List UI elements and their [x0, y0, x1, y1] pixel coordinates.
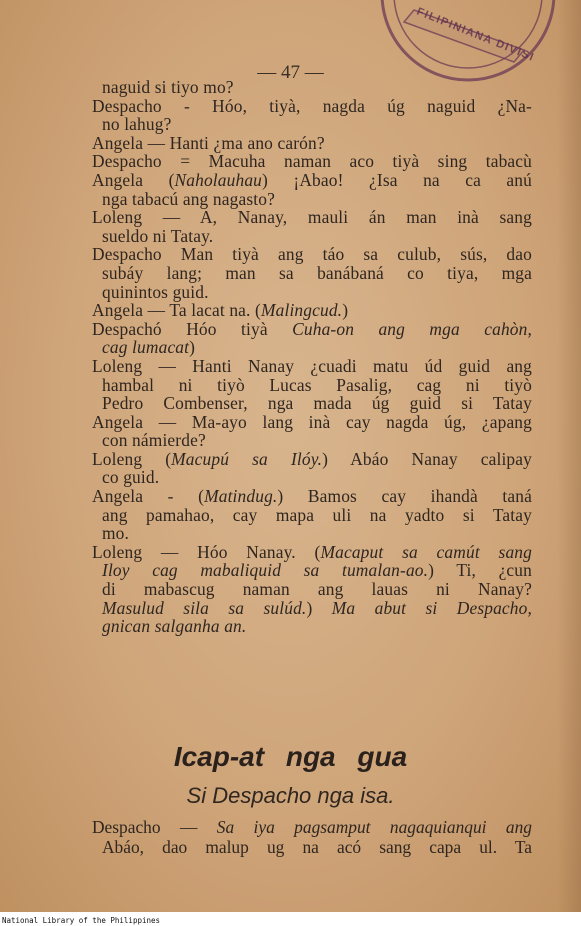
text-segment: ang pamahao, cay mapa uli na yadto si Tatay — [102, 504, 532, 525]
text-line — [92, 837, 532, 857]
text-segment: hambal ni tiyò Lucas Pasalig, cag ni tiyò — [102, 374, 532, 395]
text-segment: Loleng — A, Nanay, mauli án man inà sang — [92, 207, 532, 228]
stage-direction: Naholauhau — [174, 169, 263, 190]
text-segment: subáy lang; man sa banábaná co tiya, mga — [102, 262, 532, 283]
text-segment: Angela — Ta lacat na. ( — [92, 300, 261, 321]
stage-direction: Malingcud. — [260, 300, 343, 321]
text-segment: no lahug? — [102, 114, 172, 135]
stage-direction: Macaput sa camút sang — [320, 541, 532, 562]
text-line — [92, 190, 532, 209]
text-line — [92, 394, 532, 413]
text-segment: Despacho Man tiyà ang táo sa culub, sús, dao — [92, 244, 532, 265]
text-segment: ) — [189, 337, 196, 358]
svg-text:FILIPINIANA DIVISI: FILIPINIANA DIVISI — [414, 5, 537, 65]
source-caption: National Library of the Philippines — [2, 916, 161, 925]
text-line — [92, 450, 532, 469]
text-segment: Despacho = Macuha naman aco tiyà sing tabacù — [92, 151, 532, 172]
text-line — [92, 208, 532, 227]
text-segment: naguid si tiyo mo? — [102, 77, 234, 97]
text-line — [92, 413, 532, 432]
text-line — [92, 543, 532, 562]
text-segment: Despacho - Hóo, tiyà, nagda úg naguid ¿Na- — [92, 95, 532, 116]
text-line — [92, 78, 532, 97]
stage-direction: gnican salganha an. — [102, 616, 247, 637]
text-segment: Angela - ( — [92, 486, 205, 507]
text-line — [92, 357, 532, 376]
dialogue-text — [92, 78, 532, 636]
text-segment: Despachó Hóo tiyà — [92, 318, 293, 339]
text-line — [92, 580, 532, 599]
text-line — [92, 245, 532, 264]
page-number: — 47 — — [257, 62, 324, 83]
text-line — [92, 506, 532, 525]
scene-subheading: Si Despacho nga isa. — [186, 783, 395, 808]
scene-text — [92, 817, 532, 857]
text-segment: mo. — [102, 523, 130, 544]
text-segment: Angela — Hanti ¿ma ano carón? — [92, 132, 325, 153]
text-segment: ) Ti, ¿cun — [428, 560, 532, 581]
text-segment: ) — [342, 300, 349, 321]
stage-direction: Cuha-on ang mga cahòn, — [292, 318, 532, 339]
text-segment: Loleng — Hóo Nanay. ( — [92, 541, 321, 562]
text-segment: Angela — Ma-ayo lang inà cay nagda úg, ¿apang — [92, 411, 532, 432]
text-segment: Loleng — Hanti Nanay ¿cuadi matu úd guid ang — [92, 355, 532, 376]
text-line — [92, 97, 532, 116]
stage-direction: Macupú sa Ilóy. — [171, 448, 323, 469]
text-line — [92, 152, 532, 171]
stage-direction: Ma abut si Despacho, — [331, 597, 532, 618]
text-line — [92, 171, 532, 190]
stage-direction: Masulud sila sa sulúd. — [102, 597, 307, 618]
text-line — [92, 468, 532, 487]
text-line — [92, 817, 532, 837]
text-segment: quinintos guid. — [102, 281, 209, 302]
text-line — [92, 283, 532, 302]
text-segment: Angela ( — [92, 169, 175, 190]
text-line — [92, 301, 532, 320]
text-line — [92, 115, 532, 134]
text-line — [92, 376, 532, 395]
text-line — [92, 617, 532, 636]
text-line — [92, 561, 532, 580]
stage-direction: Matindug. — [204, 486, 278, 507]
text-segment: co guid. — [102, 467, 160, 488]
text-segment: nga tabacú ang nagasto? — [102, 188, 275, 209]
text-segment: di mabascug naman ang lauas ni Nanay? — [102, 579, 532, 600]
text-segment: ) ¡Abao! ¿Isa na ca anú — [262, 169, 532, 190]
text-segment: Abáo, dao malup ug na acó sang capa ul. Ta — [102, 837, 532, 857]
text-segment: Pedro Combenser, nga mada úg guid si Tatay — [102, 393, 532, 414]
text-line — [92, 320, 532, 339]
text-line — [92, 338, 532, 357]
text-segment: con námierde? — [102, 430, 206, 451]
text-line — [92, 524, 532, 543]
stage-direction: Iloy cag mabaliquid sa tumalan-ao. — [102, 560, 429, 581]
text-segment: ) Bamos cay ihandà taná — [277, 486, 532, 507]
text-segment: Loleng ( — [92, 448, 172, 469]
text-segment: ) — [306, 597, 332, 618]
text-segment: Despacho — — [92, 817, 217, 837]
text-line — [92, 134, 532, 153]
stage-direction: Sa iya pagsamput nagaquianqui ang — [216, 817, 532, 837]
text-line — [92, 487, 532, 506]
act-heading: Icap-at nga gua — [173, 741, 408, 772]
text-line — [92, 599, 532, 618]
text-segment: sueldo ni Tatay. — [102, 225, 214, 246]
text-line — [92, 227, 532, 246]
stage-direction: cag lumacat — [102, 337, 190, 358]
text-line — [92, 431, 532, 450]
text-segment: ) Abáo Nanay calipay — [322, 448, 532, 469]
text-line — [92, 264, 532, 283]
